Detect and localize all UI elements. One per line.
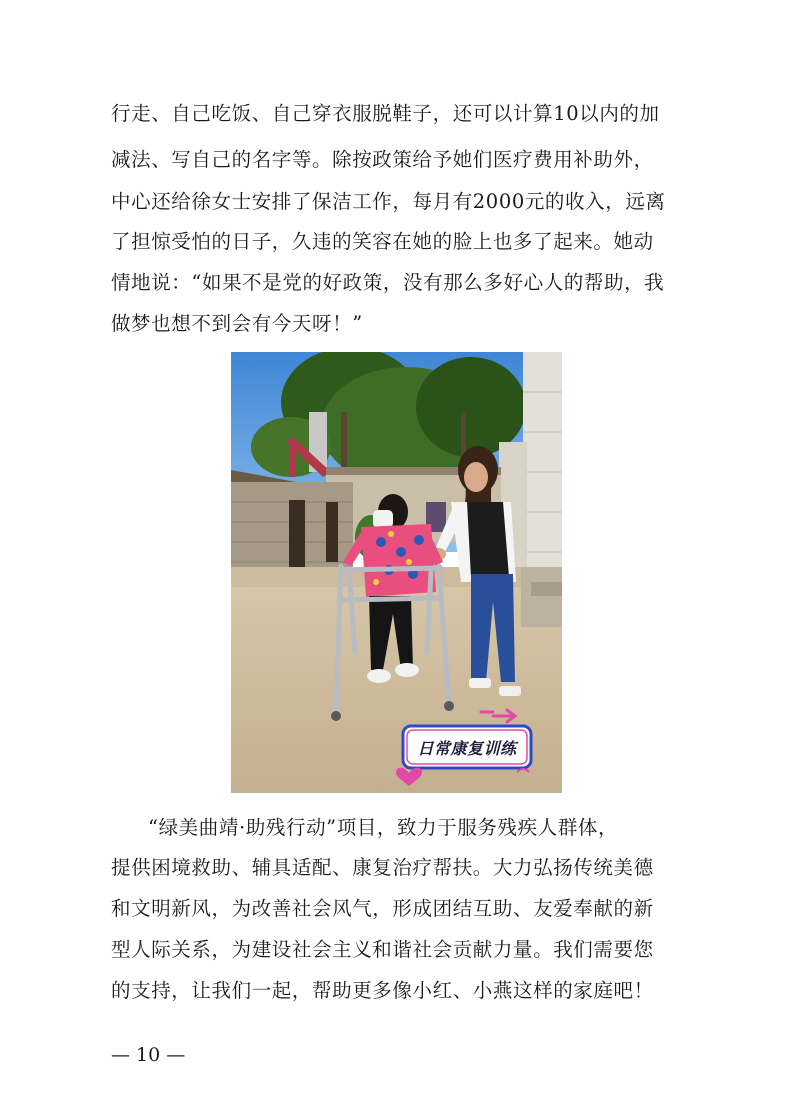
text-line: “绿美曲靖·助残行动”项目，致力于服务残疾人群体， [148,816,619,839]
text-line: 减法、写自己的名字等。除按政策给予她们医疗费用补助外， [111,148,654,171]
page-number: — 10 — [111,1044,186,1066]
text-line: 提供困境救助、辅具适配、康复治疗帮扶。大力弘扬传统美德 [111,856,654,879]
photo-illustration [231,352,562,793]
text-line: 中心还给徐女士安排了保洁工作，每月有2000元的收入，远离 [111,190,666,213]
text-line: 行走、自己吃饭、自己穿衣服脱鞋子，还可以计算10以内的加 [111,102,660,125]
text-line: 和文明新风，为改善社会风气，形成团结互助、友爱奉献的新 [111,897,654,920]
rehab-training-photo [231,352,562,793]
text-line: 的支持，让我们一起，帮助更多像小红、小燕这样的家庭吧！ [111,979,654,1002]
text-line: 情地说：“如果不是党的好政策，没有那么多好心人的帮助，我 [111,271,665,294]
sticker-text: 日常康复训练 [417,739,517,758]
text-line: 型人际关系，为建设社会主义和谐社会贡献力量。我们需要您 [111,938,654,961]
text-line: 了担惊受怕的日子，久违的笑容在她的脸上也多了起来。她动 [111,230,654,253]
text-line: 做梦也想不到会有今天呀！” [111,312,363,335]
